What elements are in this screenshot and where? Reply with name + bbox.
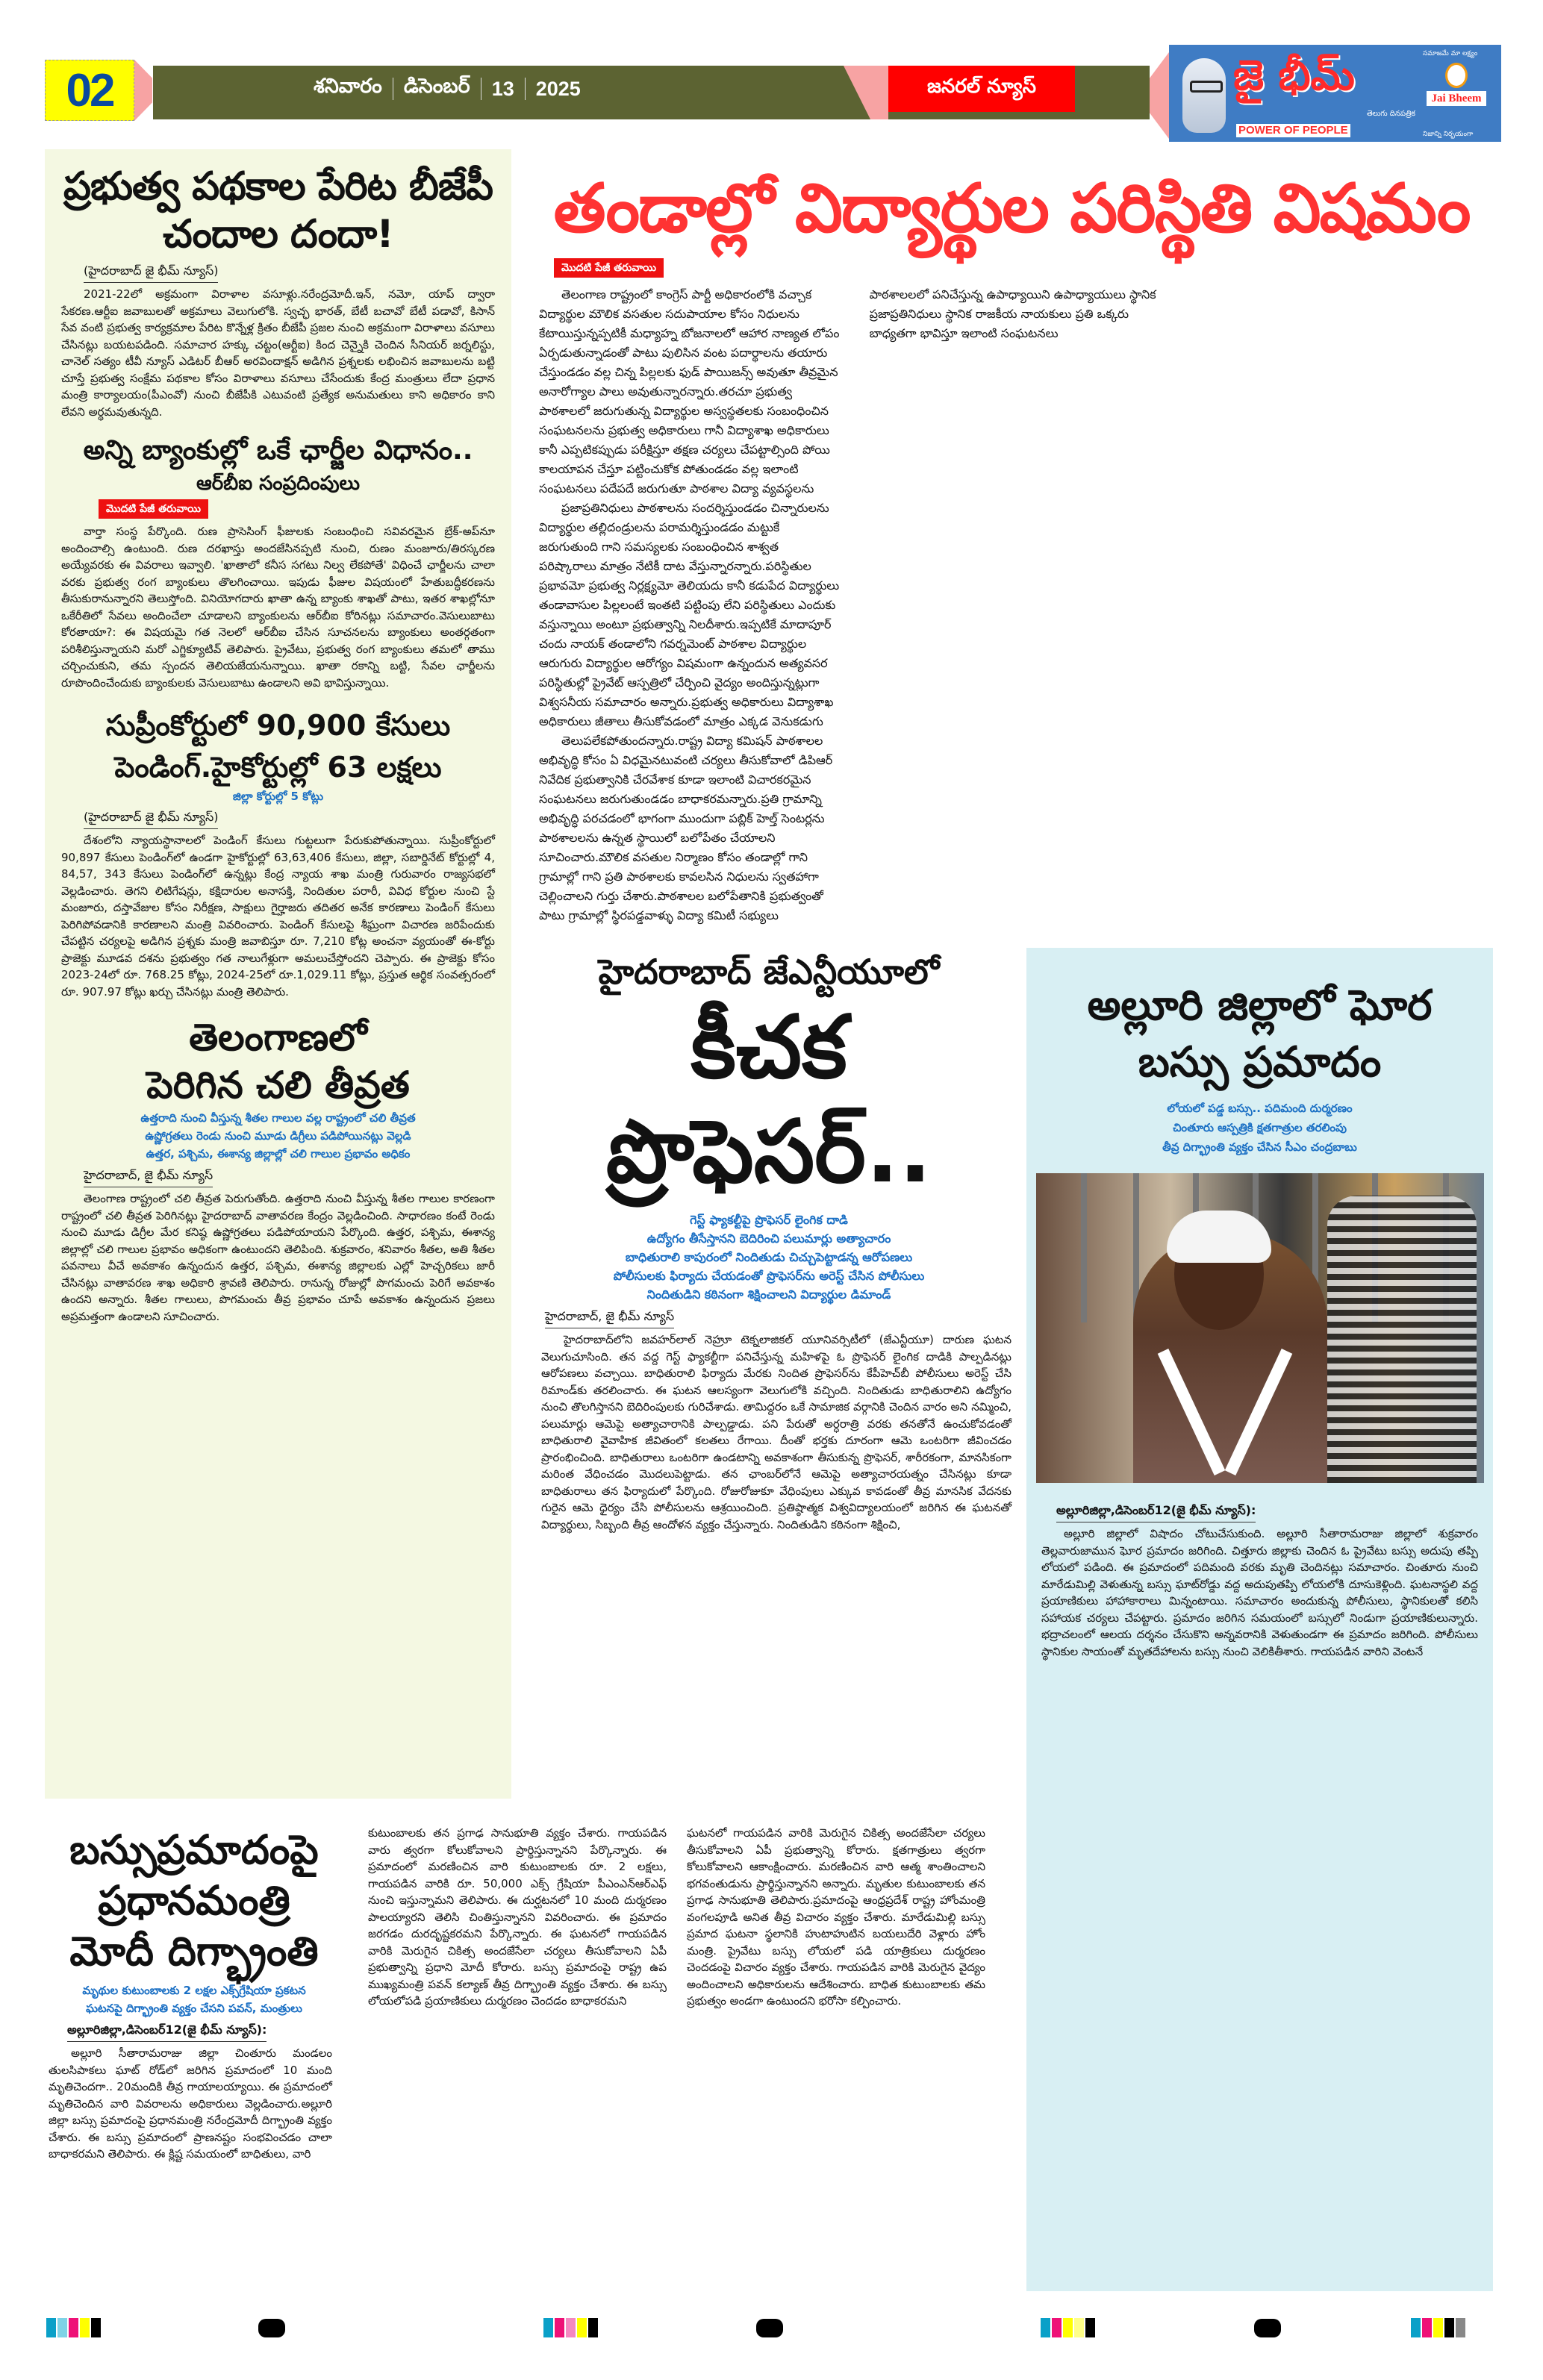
kichaka-article-body: హైదరాబాద్‌లోని జవహర్‌లాల్ నెహ్రూ టెక్నలాజికల్ యూనివర్సిటీలో (జేఎన్టీయూ) దారుణ ఘటన వెలుగుచూసింది. తన వద్ద గెస్ట్ ఫ్యాకల్టీగా పనిచేస్తున్న మహిళపై ఓ ప్రొఫెసర్ లైంగిక దాడికి పాల్పడినట్లు ఆరోపణలు వచ్చాయి. బాధితురాలి ఫిర్యాదు మేరకు నిందిత ప్రొఫెసర్‌ను కేపీహెచ్‌బీ పోలీసులు అరెస్ట్ చేసి రిమాండ్‌కు తరలించారు. ఈ ఘటన ఆలస్యంగా వెలుగులోకి వచ్చింది. నిందితుడు బాధితురాలిని ఉద్యోగం నుంచి తొలగిస్తానని బెదిరింపులకు గురిచేశాడు. తామిద్దరం ఒకే సామాజిక వర్గానికి చెందిన వారం అని నమ్మించి, పలుమార్లు ఆమెపై అత్యాచారానికి పాల్పడ్డాడు. పని పేరుతో అర్ధరాత్రి వరకు తనతోనే ఉంచుకోవడంతో బాధితురాలి వైవాహిక జీవితంలో కలతలు రేగాయి. దీంతో భర్తకు దూరంగా ఆమె ఒంటరిగా జీవించడం ప్రారంభించింది. బాధితురాలు ఒంటరిగా ఉండటాన్ని అవకాశంగా తీసుకున్న ప్రొఫెసర్, శారీరకంగా, మానసికంగా మరింత వేధించడం మొదలుపెట్టాడు. తన ఛాంబర్‌లోనే ఆమెపై అత్యాచారయత్నం చేసినట్లు కూడా బాధితురాలు తన ఫిర్యాదులో పేర్కొంది. రోజురోజుకూ వేధింపులు ఎక్కువ కావడంతో తీవ్ర మానసిక వేదనకు గురైన ఆమె ధైర్యం చేసి పోలీసులను ఆశ్రయించింది. ప్రతిష్ఠాత్మక విశ్వవిద్యాలయంలో జరిగిన ఈ ఘటనతో విద్యార్థులు, సిబ్బంది తీవ్ర ఆందోళన వ్యక్తం చేస్తున్నారు. నిందితుడిని కఠినంగా శిక్షించి, <box>541 1333 1011 1531</box>
subheadline: ఆర్‌బీఐ సంప్రదింపులు <box>196 472 360 495</box>
color-registration-bar <box>46 2318 101 2337</box>
article-cold <box>45 1000 511 1325</box>
headline: సుప్రీంకోర్టులో 90,900 కేసులు పెండింగ్.హైకోర్టుల్లో 63 లక్షలు <box>105 709 451 784</box>
page-number-wing <box>134 60 152 121</box>
registration-dot <box>258 2319 285 2337</box>
kichaka-subheadlines <box>523 1205 1015 1304</box>
subheadline: మృథుల కుటుంబాలకు 2 లక్షల ఎక్స్‌గ్రేషియా ప్రకటన <box>82 1984 306 1997</box>
dateline <box>314 75 581 103</box>
headline-line-1: కీచక <box>691 997 847 1098</box>
subheadline: చింతూరు ఆస్పత్రికి క్షతగాత్రుల తరలింపు <box>1173 1121 1347 1134</box>
section-label: జనరల్ న్యూస్ <box>888 66 1075 112</box>
paragraph: తెలంగాణ రాష్ట్రంలో కాంగ్రెస్ పార్టీ అధికారంలోకి వచ్చాక విద్యార్థుల మౌలిక వసతుల సదుపాయాల కోసం నిధులను కేటాయిస్తున్నప్పటికీ మధ్యాహ్న బోజనాలలో ఆహార నాణ్యత లోపం ఏర్పడుతున్నాడంతో పాటు పులిసిన వంట పదార్థాలను తయారు చేస్తుండడం వల్ల చిన్న పిల్లలకు ఫుడ్ పాయిజన్స్ అవుతూ తీవ్రమైన అనారోగ్యాల పాలు అవుతున్నారన్నారు.తరచూ ప్రభుత్వ పాఠశాలలో జరుగుతున్న విద్యార్థుల అస్వస్థతలకు సంబంధించిన సంఘటనలను ప్రభుత్వ అధికారులు గానీ విద్యాశాఖ అధికారులు కానీ ఎప్పటికప్పుడు పరీక్షిస్తూ తక్షణ చర్యలు చేపట్టాల్సింది పోయి కాలయాపన చేస్తూ పట్టించుకోక పోతుండడం వల్ల ఇలాంటి సంఘటనలు పదేపదే జరుగుతూ పాఠశాల విద్యా వ్యవస్థలను <box>539 287 840 496</box>
logo-subtitle: తెలుగు దినపత్రిక <box>1366 110 1415 118</box>
color-registration-bar <box>543 2318 598 2337</box>
alluri-text <box>1036 1483 1483 2284</box>
article-body: అల్లూరి జిల్లాలో విషాదం చోటుచేసుకుంది. అల్లూరి సీతారామరాజు జిల్లాలో శుక్రవారం తెల్లవారుజామున ఘోర ప్రమాదం జరిగింది. చిత్తూరు జిల్లాకు చెందిన ఓ ప్రైవేటు బస్సు అదుపు తప్పి లోయలో పడింది. ఈ ప్రమాదంలో పదిమంది వరకు మృతి చెందినట్లు సమాచారం. చింతూరు నుంచి మారేడుమిల్లి వెళుతున్న బస్సు ఘాట్‌రోడ్డు వద్ద అదుపుతప్పి లోయలోకి దూసుకెళ్లింది. ఘటనాస్థలి వద్ద ప్రయాణికులు హాహాకారాలు మిన్నంటాయి. సమాచారం అందుకున్న పోలీసులు, స్థానికులతో కలిసి సహాయక చర్యలు చేపట్టారు. ప్రమాదం జరిగిన సమయంలో బస్సులో నిండుగా ప్రయాణికులున్నారు. భద్రాచలంలో ఆలయ దర్శనం చేసుకొని అన్నవరానికి వెళుతుండగా ఈ ప్రమాదం జరిగింది. పోలీసులు స్థానికుల సాయంతో మృతదేహాలను బస్సు నుంచి వెలికితీశారు. గాయపడిన వారిని వెంటనే <box>1041 1527 1478 1658</box>
pm-body-col-2: కుటుంబాలకు తన ప్రగాఢ సానుభూతి వ్యక్తం చేశారు. గాయపడిన వారు త్వరగా కోలుకోవాలని ప్రార్థిస్తున్నానని పేర్కొన్నారు. ఈ ప్రమాదంలో మరణించిన వారి కుటుంబాలకు రూ. 2 లక్షలు, గాయపడిన వారికి రూ. 50,000 ఎక్స్ గ్రేషియా పీఎంఎన్ఆర్ఎఫ్ నుంచి ఇస్తున్నామని తెలిపారు. ఈ దుర్ఘటనలో 10 మంది దుర్మరణం పాలయ్యారని తెలిసి చింతిస్తున్నానని వివరించారు. ఈ ప్రమాదం జరగడం దురదృష్టకరమని పేర్కొన్నారు. ఈ ఘటనలో గాయపడిన వారికి మెరుగైన చికిత్స అందజేసేలా చర్యలు తీసుకోవాలని ఏపీ ప్రభుత్వాన్ని ప్రధాని మోదీ కోరారు. బస్సు ప్రమాదంపై రాష్ట్ర ఉప ముఖ్యమంత్రి పవన్ కల్యాణ్ తీవ్ర దిగ్భ్రాంతి వ్యక్తం చేశారు. ఈ బస్సు లోయలోపడి ప్రయాణికులు దుర్మరణం చెందడం బాధాకరమని <box>368 1826 667 2008</box>
tv-logo <box>1427 63 1486 125</box>
headline-line-2: ప్రొఫెసర్.. <box>605 1102 932 1202</box>
continued-tag: మొదటి పేజీ తరువాయి <box>554 258 664 278</box>
month: డిసెంబర్ <box>403 75 470 97</box>
paragraph: తెలుపలేకపోతుందన్నారు.రాష్ట్ర విద్యా కమిషన్ పాఠశాలల అభివృద్ధి కోసం ఏ విధమైనటువంటి చర్యలు తీసుకోవాలో డిపిఆర్ నివేదిక ప్రభుత్వానికి చేరవేశాక కూడా ఇలాంటి విచారకరమైన సంఘటనలు జరుగుతుండడం బాధాకరమన్నారు.ప్రతి గ్రామాన్ని అభివృద్ధి పరచడంలో భాగంగా ముందుగా పబ్లిక్ హెల్త్ సెంటర్లను పాఠశాలలను ఉన్నత స్థాయిలో బలోపేతం చేయాలని సూచించారు.మౌలిక వసతుల నిర్మాణం కోసం తండాల్లో గాని గ్రామాల్లో గాని ప్రతి పాఠశాలకు కావలసిన నిధులను స్వతహాగా చెల్లించాలని గుర్తు చేశారు.పాఠశాలల బలోపేతానికి ప్రభుత్వంతో పాటు గ్రామాల్లో స్థిరపడ్డవాళ్ళు విద్యా కమిటీ సభ్యులు పాఠశాలలలో పనిచేస్తున్న ఉపాధ్యాయిని ఉపాధ్యాయులు స్థానిక ప్రజాప్రతినిధులు స్థానిక రాజకీయ నాయకులు ప్రతి ఒక్కరు బాధ్యతగా భావిస్తూ ఇలాంటి సంఘటనలు <box>539 287 1156 922</box>
article-bjp <box>45 149 511 420</box>
pm-byline: అల్లూరిజిల్లా,డిసెంబర్12(జై భీమ్ న్యూస్): <box>67 2022 266 2042</box>
portrait-icon <box>1182 58 1226 133</box>
year: 2025 <box>535 77 581 100</box>
lead-article-body <box>523 285 1500 927</box>
subheadline: ఉత్తర, పశ్చిమ, ఈశాన్య జిల్లాల్లో చలి గాలుల ప్రభావం అధికం <box>146 1147 411 1161</box>
paragraph: ప్రజాప్రతినిధులు పాఠశాలను సందర్శిస్తుండడం చిన్నారులను విద్యార్థుల తల్లిదండ్రులను పరామర్శిస్తుండడం మట్టుకే జరుగుతుంది గాని సమస్యలకు సంబంధించిన శాశ్వత పరిష్కారాలు మాత్రం నేటికీ దాట వేస్తున్నారన్నారు.పరిస్థితుల ప్రభావమో ప్రభుత్వ నిర్లక్ష్యమో తెలియదు కానీ కడుపేద విద్యార్థులు తండావాసుల పిల్లలంటే ఇంతటి పట్టింపు లేని పరిస్థితులు ఎందుకు వస్తున్నాయి అంటూ ప్రభుత్వాన్ని నిలదీశారు.ఇప్పటికే మాదాపూర్ చందు నాయక్ తండాలోని గవర్నమెంట్ పాఠశాల విద్యార్థుల ఆరుగురు విద్యార్థుల ఆరోగ్యం విషమంగా ఉన్నందున అత్యవసర పరిస్థితుల్లో ప్రైవేట్ ఆస్పత్రిలో చేర్పించి వైద్యం అందిస్తున్నట్లుగా విశ్వసనీయ సమాచారం అన్నారు.ప్రభుత్వ అధికారులు విద్యాశాఖ అధికారులు జీతాలు తీసుకోవడంలో మాత్రం ఎక్కడ వెనుకడుగు <box>539 501 840 728</box>
headline: అన్ని బ్యాంకుల్లో ఒకే ఛార్జీల విధానం.. <box>83 435 473 466</box>
accident-victim-photo <box>1036 1173 1484 1483</box>
kichaka-byline: హైదరాబాద్, జై భీమ్ న్యూస్ <box>545 1308 674 1328</box>
subheadline: బాధితురాలి కాపురంలో నిందితుడు చిచ్చుపెట్టాడన్న ఆరోపణలు <box>625 1250 913 1264</box>
tv-logo-text: Jai Bheem <box>1427 91 1486 106</box>
logo-tag-bottom: నిజాన్ని నిర్భయంగా <box>1423 131 1474 138</box>
headline: ప్రభుత్వ పథకాల పేరిట బీజేపీ చందాల దందా! <box>63 164 493 257</box>
article-body: వార్తా సంస్థ పేర్కొంది. రుణ ప్రాసెసింగ్ ఫీజులకు సంబంధించి సవివరమైన బ్రేక్-అప్‌నూ అందించాల్సి ఉంటుంది. రుణ దరఖాస్తు అందజేసినప్పటి నుంచి, రుణం మంజూరు/తిరస్కరణ అయ్యేవరకు ఈ వివరాలు ఇవ్వాలి. 'ఖాతాలో కనీస సగటు నిల్వ లేకపోతే' విధించే ఛార్జీలను చాలా వరకు ప్రభుత్వ రంగ బ్యాంకులు తొలగించాయి. ఇపుడు ఫీజుల విషయంలో హేతుబద్ధీకరణను తీసుకురానున్నారని తెలుస్తోంది. వినియోగదారు ఖాతా ఉన్న బ్యాంకు శాఖతో పాటు, ఇతర శాఖల్లోనూ ఒకేరీతిలో సేవలు అందించేలా చూడాలని బ్యాంకులను ఆర్‌బీఐ కోరినట్లు సమాచారం.వెసులుబాటు కోరతాయా?: ఈ విషయమై గత నెలలో ఆర్‌బీఐ చేసిన సూచనలను బ్యాంకులు అంతర్గతంగా పరిశీలిస్తున్నాయని మరో ఎగ్జిక్యూటివ్ తెలిపారు. ప్రైవేటు, ప్రభుత్వ రంగ బ్యాంకులు తమలో తాము చర్చించుకుని, తమ స్పందన తెలియజేయనున్నాయి. ఖాతా రకాన్ని బట్టి, సేవల ఛార్జీలను రూపొందించేందుకు బ్యాంకులకు వెసులుబాటు ఉండాలని అవి భావిస్తున్నాయి. <box>61 525 495 690</box>
pm-article <box>45 1825 343 2287</box>
pm-headline <box>45 1825 343 1977</box>
pm-body-col-1: అల్లూరి సీతారామరాజు జిల్లా చింతూరు మండలం తులసిపాకలు ఘాట్ రోడ్‌లో జరిగిన ప్రమాదంలో 10 మంది మృతిచెందగా.. 20మందికి తీవ్ర గాయాలయ్యాయి. ఈ ప్రమాదంలో మృతిచెందిన వారి వివరాలను అధికారులు వెల్లడించారు.అల్లూరి జిల్లా బస్సు ప్రమాదంపై ప్రధానమంత్రి నరేంద్రమోదీ దిగ్భ్రాంతి వ్యక్తం చేశారు. ఈ బస్సు ప్రమాదంలో ప్రాణనష్టం సంభవించడం చాలా బాధాకరమని తెలిపారు. ఈ క్లిష్ట సమయంలో బాధితులు, వారి <box>49 2046 332 2161</box>
byline: (హైదరాబాద్ జై భీమ్ న్యూస్) <box>84 809 218 829</box>
article-body: దేశంలోని న్యాయస్థానాలలో పెండింగ్ కేసులు గుట్టలుగా పేరుకుపోతున్నాయి. సుప్రీంకోర్టులో 90,897 కేసులు పెండింగ్‌లో ఉండగా హైకోర్టుల్లో 63,63,406 కేసులు, జిల్లా, సబార్డినేట్ కోర్టుల్లో 4, 84,57, 343 కేసులు పెండింగ్‌లో ఉన్నట్లు కేంద్ర న్యాయ శాఖ మంత్రి గురువారం రాజ్యసభలో వెల్లడించారు. తెగని లిటిగేషన్లు, కక్షిదారుల అనాసక్తి, నిందితుల పరారీ, వివిధ కోర్టుల నుంచి స్టే మంజూరు, దస్తావేజుల కోసం నిరీక్షణ, సాక్షులు గైర్హాజరు తదితర అనేక కారణాలు పెండింగ్ కేసులు పెరిగిపోవడానికి కారణాలని మంత్రి వివరించారు. పెండింగ్ కేసులపై శీఘ్రంగా విచారణ జరిపేందుకు చేపట్టిన చర్యలపై అడిగిన ప్రశ్నకు మంత్రి జవాబిస్తూ రూ. 7,210 కోట్ల అంచనా వ్యయంతో ఈ-కోర్టు ప్రాజెక్టు మూడవ దశను ప్రభుత్వం గత నాలుగేళ్లుగా అమలుచేస్తోందని చెప్పారు. ఈ ప్రాజెక్టు కోసం 2023-24లో రూ. 768.25 కోట్లు, 2024-25లో రూ.1,029.11 కోట్లు, ప్రస్తుత ఆర్థిక సంవత్సరంలో రూ. 907.97 కోట్లు ఖర్చు చేసినట్లు మంత్రి తెలిపారు. <box>61 834 495 999</box>
kichaka-article <box>523 948 1015 1799</box>
headline-line-2: ప్రధానమంత్రి <box>98 1877 290 1924</box>
subheadline: ఉత్తరాది నుంచి వీస్తున్న శీతల గాలుల వల్ల రాష్ట్రంలో చలి తీవ్రత <box>140 1111 416 1125</box>
article-banks <box>45 420 511 691</box>
headline-line-1: తెలంగాణలో <box>189 1016 367 1059</box>
registration-dot <box>756 2319 783 2337</box>
alluri-article <box>1026 948 1493 2291</box>
article-body: 2021-22లో అక్రమంగా విరాళాల వసూళ్లు.నరేంద్రమోదీ.ఇన్, నమో, యాప్ ద్వారా సేకరణ.ఆర్టీఐ జవాబులతో అక్రమాలు వెలుగులోకి. స్వచ్ఛ భారత్, బేటీ బచావో బేటీ పడావో, కిసాన్ సేవ వంటి ప్రభుత్వ కార్యక్రమాల పేరిట కొన్నేళ్ల క్రితం బీజేపీ ప్రజల నుంచి అక్రమంగా విరాళాలు వసూలు చేసినట్లు బయటపడింది. సమాచార హక్కు చట్టం(ఆర్టీఐ) కింద చెన్నైకి చెందిన సీనియర్ జర్నలిస్టు, చానెల్ సత్యం టీవీ న్యూస్ ఎడిటర్ బీఆర్ అరవిందాక్షన్ అడిగిన ప్రశ్నలకు లభించిన జవాబులను బట్టి చూస్తే ప్రభుత్వ సంక్షేమ పథకాల కోసం విరాళాలు వసూలు చేసేందుకు కేంద్ర మంత్రులు లేదా ప్రధాన మంత్రి కార్యాలయం(పీఎంవో) నుంచి బీజేపీకి ఎటువంటి ప్రత్యేక అనుమతులు కాని అధికారం కాని లేవని అర్థమవుతున్నది. <box>61 287 495 419</box>
seal-icon <box>1445 63 1468 88</box>
byline: హైదరాబాద్, జై భీమ్ న్యూస్ <box>84 1167 213 1187</box>
logo-tag-top: సమాజమే మా లక్ష్యం <box>1423 50 1478 57</box>
color-registration-bar <box>1041 2318 1095 2337</box>
headline: అల్లూరి జిల్లాలో ఘోర బస్సు ప్రమాదం <box>1087 981 1433 1087</box>
headline-line-2: పెరిగిన చలి తీవ్రత <box>146 1063 410 1107</box>
logo-tagline: POWER OF PEOPLE <box>1236 124 1350 137</box>
subheadline: ఉష్ణోగ్రతలు రెండు నుంచి మూడు డిగ్రీలు పడిపోయినట్లు వెల్లడి <box>145 1129 411 1143</box>
headline-line-1: బస్సుప్రమాదంపై <box>69 1826 319 1873</box>
left-column <box>45 149 511 1799</box>
logo-wing <box>1150 52 1169 139</box>
byline: (హైదరాబాద్ జై భీమ్ న్యూస్) <box>84 263 218 283</box>
subheadline: పోలీసులకు ఫిర్యాదు చేయడంతో ప్రొఫెసర్‌ను అరెస్ట్ చేసిన పోలీసులు <box>613 1269 925 1283</box>
kichaka-pre-headline: హైదరాబాద్ జేఎన్టీయూలో <box>598 952 940 992</box>
subheadline: ఉద్యోగం తీసేస్తానని బెదిరించి పలుమార్లు అత్యాచారం <box>646 1231 891 1246</box>
headline-line-3: మోదీ దిగ్భ్రాంతి <box>69 1928 319 1975</box>
pm-subheadlines <box>45 1981 343 2017</box>
pm-body-col-3: ఘటనలో గాయపడిన వారికి మెరుగైన చికిత్స అందజేసేలా చర్యలు తీసుకోవాలని ఏపీ ప్రభుత్వాన్ని కోరారు. క్షతగాత్రులు త్వరగా కోలుకోవాలని ఆకాంక్షించారు. మరణించిన వారి ఆత్మ శాంతించాలని భగవంతుడును ప్రార్థిస్తున్నానని అన్నారు. మృతుల కుటుంబాలకు తన ప్రగాఢ సానుభూతి తెలిపారు.ప్రమాదంపై ఆంధ్రప్రదేశ్ రాష్ట్ర హోంమంత్రి వంగలపూడి అనిత తీవ్ర విచారం వ్యక్తం చేశారు. మారేడుమిల్లి బస్సు ప్రమాద ఘటనా స్థలానికి హుటాహుటిన బయలుదేరి వెళ్లారు హోం మంత్రి. ప్రైవేటు బస్సు లోయలో పడి యాత్రికులు దుర్మరణం చెందడంపై విచారం వ్యక్తం చేశారు. గాయపడిన వారికి మెరుగైన వైద్యం అందించాలని అధికారులను ఆదేశించారు. బాధిత కుటుంబాలకు తమ ప్రభుత్వం అండగా ఉంటుందని భరోసా కల్పించారు. <box>687 1826 985 2008</box>
color-registration-bar <box>1411 2318 1465 2337</box>
subheadline: నిందితుడిని కఠినంగా శిక్షించాలని విద్యార్థుల డిమాండ్ <box>646 1287 891 1302</box>
subheadline: తీవ్ర దిగ్భ్రాంతి వ్యక్తం చేసిన సీఎం చంద్రబాబు <box>1162 1140 1357 1154</box>
masthead-logo <box>1169 45 1501 142</box>
subheadline: గెస్ట్ ఫ్యాకల్టీపై ప్రొఫెసర్ లైంగిక దాడి <box>690 1213 848 1227</box>
continued-tag: మొదటి పేజీ తరువాయి <box>99 499 208 519</box>
article-courts <box>45 691 511 1000</box>
day: శనివారం <box>314 75 382 97</box>
subheadline: లోయలో పడ్డ బస్సు.. పదిమంది దుర్మరణం <box>1167 1102 1353 1115</box>
registration-dot <box>1254 2319 1281 2337</box>
byline: అల్లూరిజిల్లా,డిసెంబర్12(జై భీమ్ న్యూస్): <box>1056 1502 1256 1522</box>
lead-headline: తండాల్లో విద్యార్థుల పరిస్థితి విషమం <box>553 169 1470 248</box>
subheadline: జిల్లా కోర్టుల్లో 5 కోట్లు <box>232 790 324 803</box>
kichaka-headline <box>523 996 1015 1205</box>
page-number: 02 <box>45 60 134 121</box>
subheadline: ఘటనపై దిగ్భ్రాంతి వ్యక్తం చేసని పవన్, మంత్రులు <box>86 2002 302 2015</box>
lead-article <box>523 166 1500 927</box>
article-body: తెలంగాణ రాష్ట్రంలో చలి తీవ్రత పెరుగుతోంది. ఉత్తరాది నుంచి వీస్తున్న శీతల గాలుల కారణంగా రాష్ట్రంలో చలి తీవ్రత పెరిగినట్లు హైదరాబాద్ వాతావరణ కేంద్రం వెల్లడించింది. సాధారణం కంటే రెండు నుంచి మూడు డిగ్రీల మేర కనిష్ఠ ఉష్ణోగ్రతలు పడిపోయాయని పేర్కొంది. ఉత్తర, పశ్చిమ, ఈశాన్య జిల్లాల్లో చలి గాలుల ప్రభావం అధికంగా ఉంటుందని తెలిపింది. శుక్రవారం, శనివారం శీతల, అతి శీతల పవనాలు వీచే అవకాశం ఉన్నందున ఉత్తర, పశ్చిమ, ఈశాన్య జిల్లాలకు ఎల్లో హెచ్చరికలు జారీ చేసినట్లు వాతావరణ శాఖ అధికారి శ్రావణి తెలిపారు. రానున్న రోజుల్లో పొగమంచు పెరిగే అవకాశం ఉందని అన్నారు. శీతల గాలులు, పొగమంచు తీవ్ర ప్రభావం చూపే అవకాశం ఉన్నందున ప్రజలు అప్రమత్తంగా ఉండాలని సూచించారు. <box>61 1192 495 1323</box>
date: 13 <box>491 77 514 100</box>
logo-name: జై భీమ్ <box>1233 51 1355 100</box>
